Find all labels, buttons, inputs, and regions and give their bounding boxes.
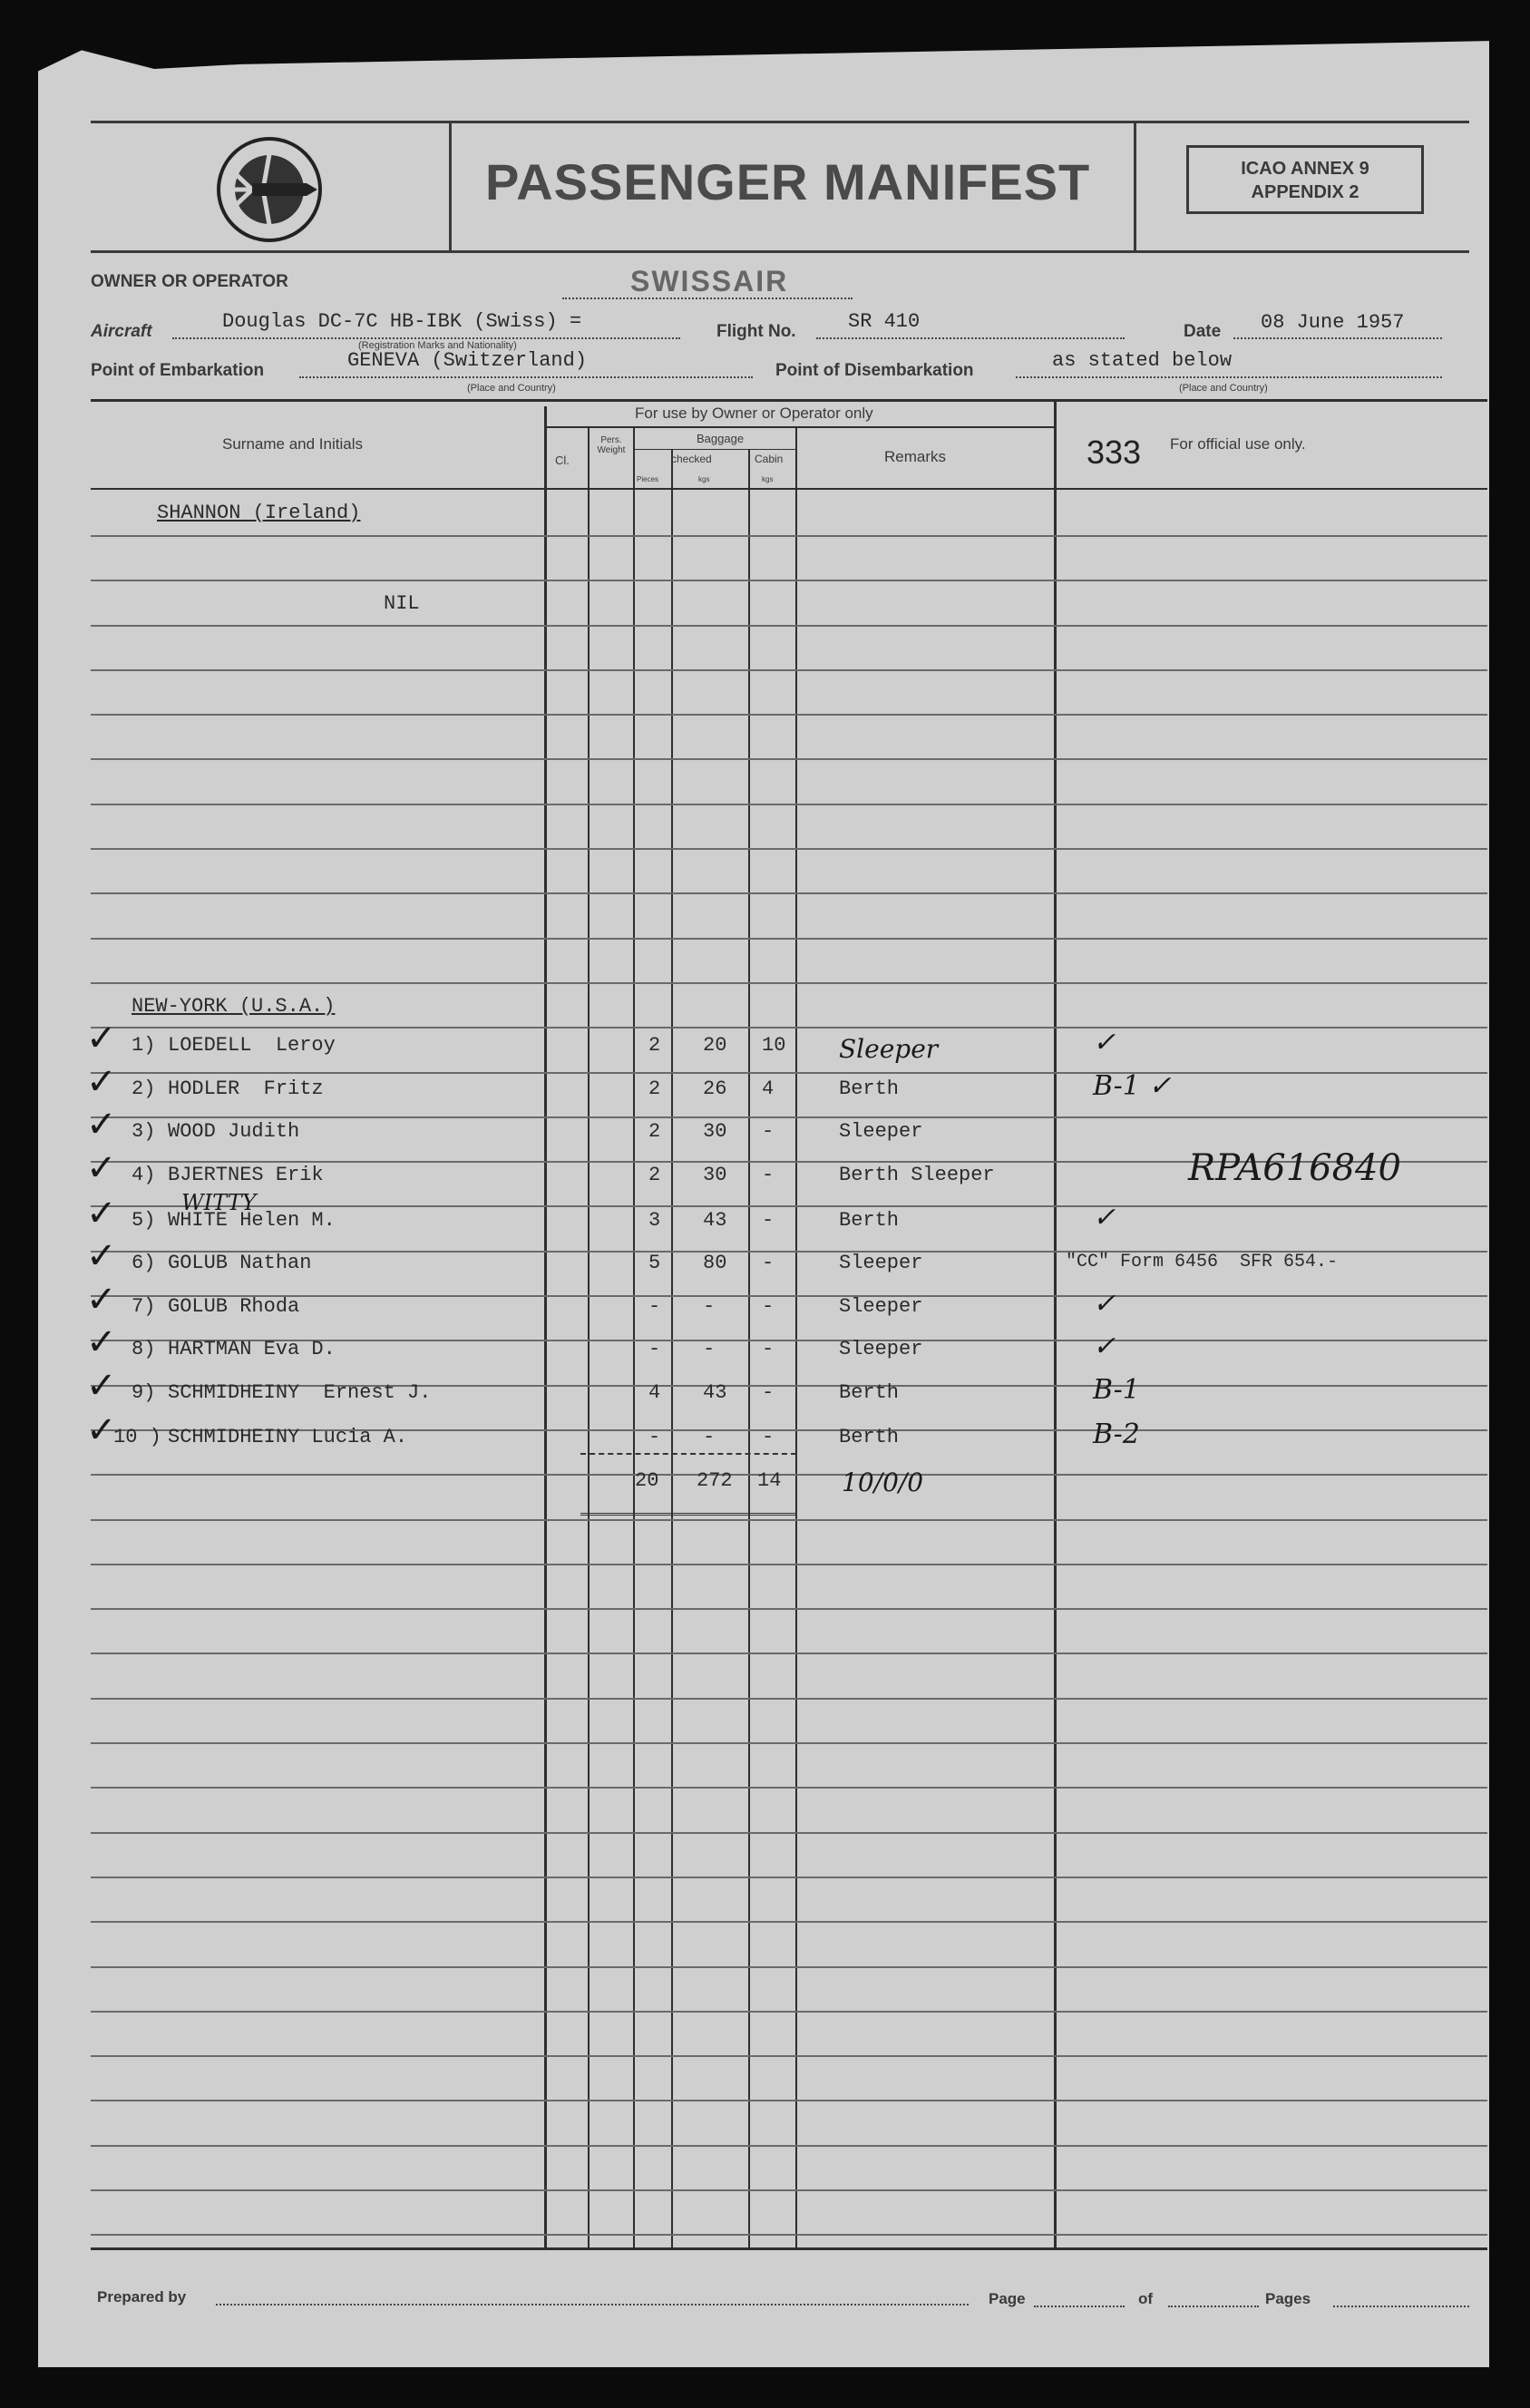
col-divider-weight bbox=[633, 426, 635, 2247]
ruled-line bbox=[91, 1877, 1487, 1878]
baggage-kgs: 80 bbox=[703, 1252, 727, 1274]
cabin-header: Cabin bbox=[755, 453, 784, 465]
remarks-header: Remarks bbox=[884, 448, 947, 465]
form-title: PASSENGER MANIFEST bbox=[485, 153, 1091, 210]
baggage-kgs: - bbox=[703, 1338, 716, 1360]
ruled-line bbox=[91, 1116, 1487, 1118]
check-mark-icon: ✓ bbox=[86, 1018, 117, 1059]
cabin-kgs: - bbox=[762, 1164, 775, 1186]
pages-line bbox=[1333, 2306, 1469, 2307]
check-mark-icon: ✓ bbox=[86, 1235, 117, 1277]
ruled-line bbox=[91, 2011, 1487, 2013]
baggage-kgs: - bbox=[703, 1426, 716, 1448]
ruled-line bbox=[91, 2100, 1487, 2101]
ruled-line bbox=[91, 625, 1487, 627]
ruled-line bbox=[91, 758, 1487, 760]
passenger-number: 8) bbox=[132, 1338, 156, 1360]
airline-logo bbox=[216, 136, 323, 243]
of-line bbox=[1168, 2306, 1259, 2307]
cabin-kgs: - bbox=[762, 1209, 775, 1232]
baggage-kgs: 26 bbox=[703, 1077, 727, 1100]
totals-rule-top bbox=[580, 1453, 796, 1455]
cabin-kgs-header: kgs bbox=[762, 475, 774, 483]
total-pieces: 20 bbox=[635, 1469, 659, 1492]
owner-use-rule bbox=[544, 426, 1054, 428]
kgs-header: kgs bbox=[698, 475, 710, 483]
page-line bbox=[1034, 2306, 1125, 2307]
passenger-number: 5) bbox=[132, 1209, 156, 1232]
checked-header: checked bbox=[671, 453, 712, 465]
section-newyork: NEW-YORK (U.S.A.) bbox=[132, 995, 336, 1018]
prepared-line bbox=[216, 2304, 969, 2306]
ruled-line bbox=[91, 1205, 1487, 1207]
ruled-line bbox=[91, 1652, 1487, 1654]
surname-header: Surname and Initials bbox=[222, 435, 363, 453]
passenger-number: 10 ) bbox=[113, 1426, 161, 1448]
passenger-remark: Sleeper bbox=[839, 1034, 939, 1064]
check-mark-icon: ✓ bbox=[86, 1061, 117, 1103]
check-mark-icon: ✓ bbox=[86, 1147, 117, 1189]
ruled-line bbox=[91, 714, 1487, 716]
ruled-line bbox=[91, 1295, 1487, 1297]
passenger-remark: Berth bbox=[839, 1209, 900, 1232]
ruled-line bbox=[91, 938, 1487, 940]
baggage-pieces: - bbox=[648, 1295, 661, 1318]
total-cabin: 14 bbox=[757, 1469, 782, 1492]
passenger-remark: Berth bbox=[839, 1381, 900, 1404]
baggage-pieces: 5 bbox=[648, 1252, 661, 1274]
baggage-kgs: - bbox=[703, 1295, 716, 1318]
official-number: 333 bbox=[1087, 434, 1142, 471]
table-top-rule bbox=[91, 399, 1487, 402]
cabin-kgs: - bbox=[762, 1381, 775, 1404]
aircraft-note: (Registration Marks and Nationality) bbox=[358, 340, 517, 351]
date-value: 08 June 1957 bbox=[1261, 311, 1405, 334]
ruled-line bbox=[91, 848, 1487, 850]
baggage-kgs: 30 bbox=[703, 1164, 727, 1186]
passenger-remark: Berth bbox=[839, 1426, 900, 1448]
ruled-line bbox=[91, 1698, 1487, 1700]
official-remark: ✓ bbox=[1093, 1331, 1116, 1362]
baggage-pieces: - bbox=[648, 1338, 661, 1360]
cabin-kgs: - bbox=[762, 1295, 775, 1318]
icao-line-2: APPENDIX 2 bbox=[1251, 182, 1359, 202]
passenger-name: HODLER Fritz bbox=[168, 1077, 324, 1100]
owner-use-header: For use by Owner or Operator only bbox=[635, 405, 873, 422]
baggage-pieces: 3 bbox=[648, 1209, 661, 1232]
cabin-kgs: - bbox=[762, 1426, 775, 1448]
passenger-number: 3) bbox=[132, 1120, 156, 1143]
baggage-pieces: 2 bbox=[648, 1034, 661, 1057]
col-divider-cabin bbox=[795, 426, 797, 2247]
check-mark-icon: ✓ bbox=[86, 1365, 117, 1407]
cabin-kgs: - bbox=[762, 1252, 775, 1274]
ruled-line bbox=[91, 1966, 1487, 1968]
ruled-line bbox=[91, 1742, 1487, 1744]
check-mark-icon: ✓ bbox=[86, 1321, 117, 1363]
baggage-kgs: 20 bbox=[703, 1034, 727, 1057]
handwritten-correction: WITTY bbox=[181, 1190, 257, 1215]
baggage-pieces: - bbox=[648, 1426, 661, 1448]
ruled-line bbox=[91, 982, 1487, 984]
baggage-pieces: 2 bbox=[648, 1120, 661, 1143]
passenger-number: 4) bbox=[132, 1164, 156, 1186]
baggage-kgs: 43 bbox=[703, 1209, 727, 1232]
passenger-remark: Sleeper bbox=[839, 1338, 923, 1360]
cabin-kgs: 10 bbox=[762, 1034, 786, 1057]
official-remark: B-1 bbox=[1093, 1374, 1140, 1406]
of-label: of bbox=[1138, 2290, 1154, 2307]
passenger-name: SCHMIDHEINY Lucia A. bbox=[168, 1426, 408, 1448]
official-remark: RPA616840 bbox=[1188, 1147, 1401, 1189]
col-divider-remarks bbox=[1054, 399, 1057, 2247]
passenger-remark: Berth Sleeper bbox=[839, 1164, 995, 1186]
passenger-name: GOLUB Rhoda bbox=[168, 1295, 300, 1318]
passenger-remark: Sleeper bbox=[839, 1252, 923, 1274]
cl-header: Cl. bbox=[555, 453, 570, 467]
embarkation-note: (Place and Country) bbox=[467, 383, 556, 394]
ruled-line bbox=[91, 1608, 1487, 1610]
col-divider-pieces bbox=[671, 449, 673, 2247]
ruled-line bbox=[91, 1519, 1487, 1521]
official-remark: ✓ bbox=[1093, 1027, 1116, 1058]
disembarkation-value: as stated below bbox=[1052, 349, 1233, 372]
section-nil: NIL bbox=[384, 592, 420, 615]
baggage-kgs: 30 bbox=[703, 1120, 727, 1143]
disembarkation-label: Point of Disembarkation bbox=[775, 361, 974, 380]
passenger-remark: Berth bbox=[839, 1077, 900, 1100]
ruled-line bbox=[91, 892, 1487, 894]
ruled-line bbox=[91, 1072, 1487, 1074]
flight-underline bbox=[816, 337, 1125, 339]
ruled-line bbox=[91, 1027, 1487, 1029]
total-kgs: 272 bbox=[697, 1469, 733, 1492]
icao-box bbox=[1186, 145, 1424, 214]
passenger-number: 7) bbox=[132, 1295, 156, 1318]
official-remark: B-2 bbox=[1093, 1418, 1140, 1450]
cabin-kgs: 4 bbox=[762, 1077, 775, 1100]
ruled-line bbox=[91, 2189, 1487, 2191]
col-divider-cl bbox=[588, 426, 590, 2247]
official-use-header: For official use only. bbox=[1170, 435, 1306, 453]
baggage-pieces: 2 bbox=[648, 1077, 661, 1100]
ruled-line bbox=[91, 1832, 1487, 1834]
aircraft-label: Aircraft bbox=[91, 322, 152, 341]
ruled-line bbox=[91, 2145, 1487, 2147]
icao-line-1: ICAO ANNEX 9 bbox=[1241, 159, 1369, 179]
passenger-name: WOOD Judith bbox=[168, 1120, 300, 1143]
footer-rule bbox=[91, 2247, 1487, 2250]
baggage-pieces: 2 bbox=[648, 1164, 661, 1186]
owner-label: OWNER OR OPERATOR bbox=[91, 272, 288, 291]
owner-underline bbox=[562, 297, 853, 299]
pieces-header: Pieces bbox=[637, 475, 659, 483]
passenger-name: WHITE Helen M. bbox=[168, 1209, 336, 1232]
passenger-remark: Sleeper bbox=[839, 1120, 923, 1143]
ruled-line bbox=[91, 804, 1487, 805]
passenger-number: 2) bbox=[132, 1077, 156, 1100]
passenger-number: 6) bbox=[132, 1252, 156, 1274]
ruled-line bbox=[91, 1474, 1487, 1476]
check-mark-icon: ✓ bbox=[86, 1104, 117, 1146]
ruled-line bbox=[91, 1787, 1487, 1789]
disembarkation-underline bbox=[1016, 376, 1442, 378]
col-divider-kgs bbox=[748, 449, 750, 2247]
embarkation-underline bbox=[299, 376, 753, 378]
passenger-name: BJERTNES Erik bbox=[168, 1164, 324, 1186]
ruled-line bbox=[91, 669, 1487, 671]
check-mark-icon: ✓ bbox=[86, 1409, 117, 1451]
flight-value: SR 410 bbox=[848, 310, 921, 333]
passenger-name: SCHMIDHEINY Ernest J. bbox=[168, 1381, 432, 1404]
passenger-number: 1) bbox=[132, 1034, 156, 1057]
passenger-name: LOEDELL Leroy bbox=[168, 1034, 336, 1057]
official-remark: "CC" Form 6456 SFR 654.- bbox=[1066, 1252, 1339, 1272]
ruled-line bbox=[91, 2055, 1487, 2057]
check-mark-icon: ✓ bbox=[86, 1193, 117, 1234]
date-underline bbox=[1233, 337, 1442, 339]
embarkation-label: Point of Embarkation bbox=[91, 361, 265, 380]
total-remark: 10/0/0 bbox=[842, 1467, 924, 1497]
weight-header: Pers. Weight bbox=[597, 435, 626, 455]
official-remark: ✓ bbox=[1093, 1202, 1116, 1233]
aircraft-underline bbox=[172, 337, 680, 339]
passenger-name: HARTMAN Eva D. bbox=[168, 1338, 336, 1360]
cabin-kgs: - bbox=[762, 1338, 775, 1360]
section-shannon: SHANNON (Ireland) bbox=[157, 502, 361, 524]
flight-label: Flight No. bbox=[716, 322, 796, 341]
check-mark-icon: ✓ bbox=[86, 1279, 117, 1321]
baggage-header: Baggage bbox=[697, 432, 745, 445]
disembarkation-note: (Place and Country) bbox=[1179, 383, 1268, 394]
date-label: Date bbox=[1184, 322, 1222, 341]
page-label: Page bbox=[989, 2290, 1026, 2307]
official-remark: B-1 ✓ bbox=[1093, 1070, 1172, 1102]
ruled-line bbox=[91, 580, 1487, 581]
col-divider-surname bbox=[544, 406, 547, 2247]
passenger-number: 9) bbox=[132, 1381, 156, 1404]
passenger-remark: Sleeper bbox=[839, 1295, 923, 1318]
ruled-line bbox=[91, 1921, 1487, 1923]
table-header-rule bbox=[91, 488, 1487, 490]
baggage-kgs: 43 bbox=[703, 1381, 727, 1404]
ruled-line bbox=[91, 1564, 1487, 1565]
aircraft-value: Douglas DC-7C HB-IBK (Swiss) = bbox=[222, 310, 582, 333]
baggage-pieces: 4 bbox=[648, 1381, 661, 1404]
owner-value: SWISSAIR bbox=[630, 265, 789, 297]
official-remark: ✓ bbox=[1093, 1288, 1116, 1320]
ruled-line bbox=[91, 2234, 1487, 2236]
embarkation-value: GENEVA (Switzerland) bbox=[347, 349, 588, 372]
prepared-label: Prepared by bbox=[97, 2288, 187, 2306]
passenger-name: GOLUB Nathan bbox=[168, 1252, 312, 1274]
baggage-rule bbox=[633, 449, 795, 450]
totals-rule-bottom bbox=[580, 1513, 796, 1516]
cabin-kgs: - bbox=[762, 1120, 775, 1143]
pages-label: Pages bbox=[1265, 2290, 1311, 2307]
ruled-line bbox=[91, 535, 1487, 537]
